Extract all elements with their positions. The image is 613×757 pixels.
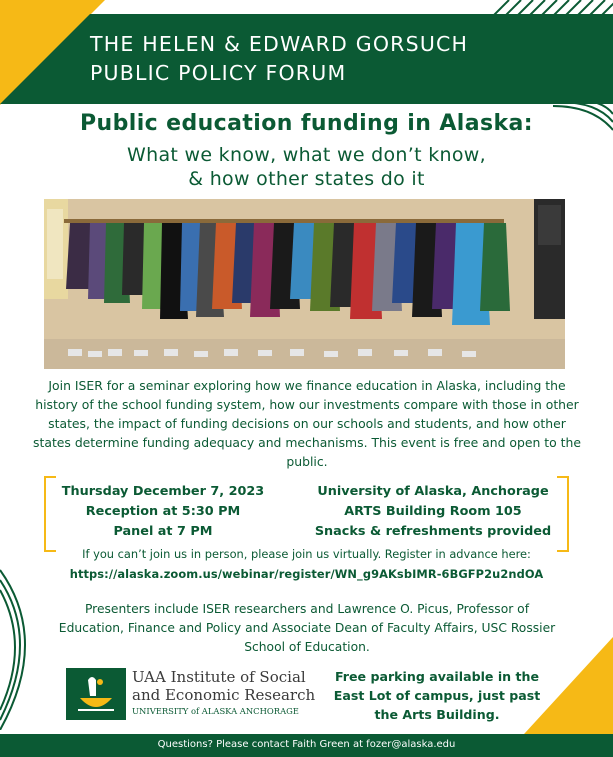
- event-details: [44, 476, 569, 552]
- event-date: Thursday December 7, 2023: [61, 484, 265, 499]
- contact-info: Questions? Please contact Faith Green at fozer@alaska.edu: [157, 739, 456, 750]
- logo-line-3: UNIVERSITY of ALASKA ANCHORAGE: [132, 706, 299, 716]
- uaa-logo-mark: [66, 668, 126, 720]
- header-gold-cut: [0, 14, 90, 104]
- event-room: ARTS Building Room 105: [344, 504, 522, 519]
- event-time-column: [58, 482, 268, 542]
- gold-bracket-left: [44, 476, 56, 552]
- event-location-column: [302, 482, 564, 542]
- iser-logo: [66, 668, 316, 720]
- event-refreshments: Snacks & refreshments provided: [314, 524, 552, 539]
- event-description: Join ISER for a seminar exploring how we finance education in Alaska, including the history of the school funding system, how our investments compare with those in other states, the impact of funding decisions on our schools and students, and how other states determine funding adequacy and mechanisms. This event is free and open to the public.: [33, 378, 581, 469]
- zoom-registration-link[interactable]: https://alaska.zoom.us/webinar/register/WN_g9AKsbIMR-6BGFP2u2ndOA: [69, 567, 544, 581]
- reception-time: Reception at 5:30 PM: [85, 504, 241, 519]
- virtual-attendance-text: If you can’t join us in person, please join us virtually. Register in advance here:: [82, 547, 531, 561]
- presenters-text: Presenters include ISER researchers and Lawrence O. Picus, Professor of Education, Finance and Policy and Associate Dean of Faculty Affairs, USC Rossier School of Education.: [58, 602, 556, 654]
- photo-backpacks-on-hooks: [44, 199, 565, 369]
- forum-title: THE HELEN & EDWARD GORSUCH PUBLIC POLICY FORUM: [90, 32, 469, 85]
- arc-lines-decoration-left: [0, 560, 50, 730]
- logo-line-1: UAA Institute of Social: [132, 668, 306, 686]
- panel-time: Panel at 7 PM: [113, 524, 213, 539]
- footer-bar: [0, 734, 613, 757]
- headline: Public education funding in Alaska:: [80, 111, 533, 136]
- event-venue: University of Alaska, Anchorage: [317, 484, 549, 499]
- subheadline: What we know, what we don’t know, & how other states do it: [127, 144, 486, 190]
- parking-info: Free parking available in the East Lot of campus, just past the Arts Building.: [333, 669, 541, 722]
- logo-line-2: and Economic Research: [132, 686, 316, 704]
